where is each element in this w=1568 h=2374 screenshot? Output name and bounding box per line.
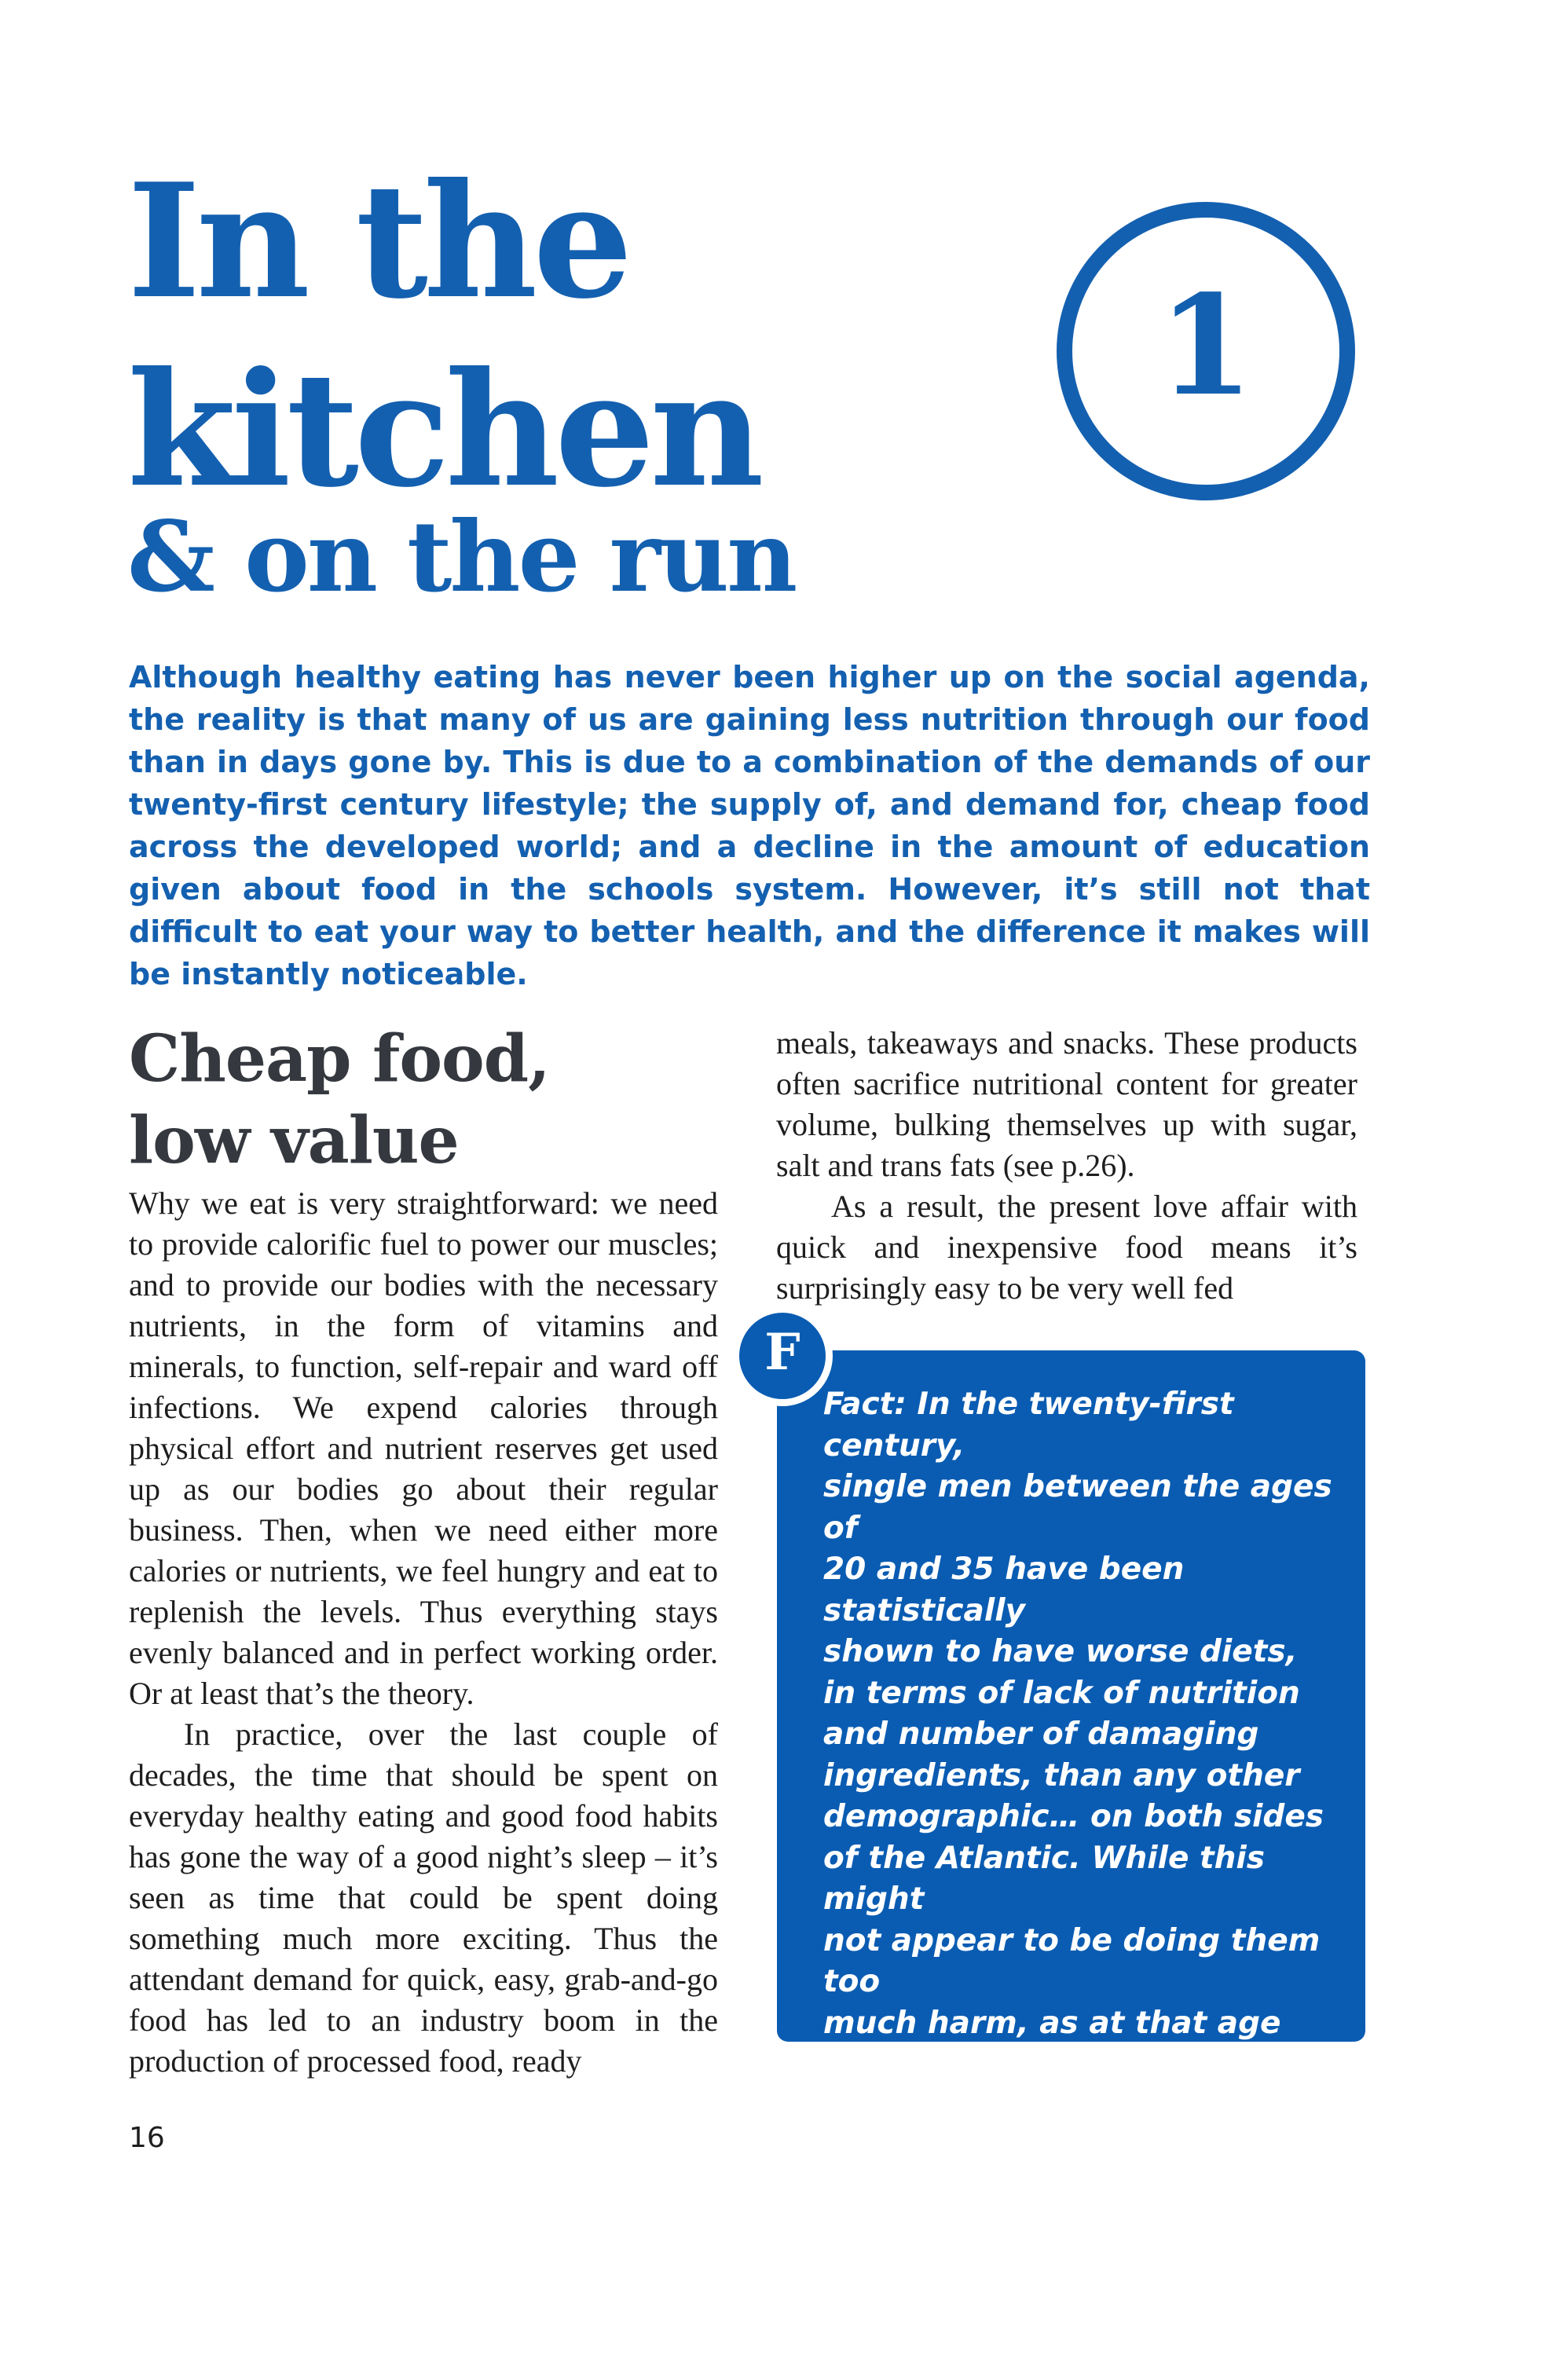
fact-badge-letter: F — [764, 1328, 800, 1378]
title-line-1: In the — [127, 157, 628, 326]
body-paragraph: Why we eat is very straightforward: we need to provide calorific fuel to power our muscles; and to provide our bodies with the necessary nutrients, in the form of vitamins and minerals, to function, self-repair and ward off infections. We expend calories through physical effort and nutrient reserves get used up as our bodies go about their regular business. Then, when we need either more calories or nutrients, we feel hungry and eat to replenish the levels. Thus everything stays evenly balanced and in perfect working order. Or at least that’s the theory. — [129, 1183, 718, 1714]
fact-line: demographic… on both sides — [823, 1797, 1342, 1838]
fact-line: habits are storing up trouble for — [823, 2251, 1342, 2333]
fact-line: single men between the ages of — [823, 1467, 1342, 1549]
body-paragraph: As a result, the present love affair with quick and inexpensive food means it’s surprisingly easy to be very well fed — [776, 1186, 1357, 1309]
fact-line: and number of damaging — [823, 1714, 1342, 1756]
fact-line: not appear to be doing them too — [823, 1921, 1342, 2003]
fact-line: later life. — [823, 2333, 1342, 2374]
section-title-line-1: Cheap food, — [129, 1020, 550, 1098]
left-column — [129, 1183, 718, 2082]
fact-line: efficient, the concern is that their — [823, 2168, 1342, 2251]
intro-paragraph: Although healthy eating has never been higher up on the social agenda, the reality is that many of us are gaining less nutrition through our food than in days gone by. This is due to a combination of the demands of our twenty-first century lifestyle; the supply of, and demand for, cheap food across the developed world; and a decline in the amount of education given about food in the schools system. However, it’s still not that difficult to eat your way to better health, and the difference it makes will be instantly noticeable. — [129, 656, 1370, 995]
title-line-3: & on the run — [127, 503, 795, 613]
fact-line: 20 and 35 have been statistically — [823, 1549, 1342, 1632]
fact-line: in terms of lack of nutrition — [823, 1673, 1342, 1715]
body-paragraph: In practice, over the last couple of decades, the time that should be spent on everyday healthy eating and good food habits has gone the way of a good night’s sleep – it’s seen as time that could be spent doing something much more exciting. Thus the attendant demand for quick, easy, grab-and-go food has led to an industry boom in the production of processed food, ready — [129, 1714, 718, 2082]
fact-line: shown to have worse diets, — [823, 1632, 1342, 1673]
page-number: 16 — [129, 2121, 165, 2156]
chapter-circle — [1057, 202, 1355, 500]
fact-line: much harm, as at that age the — [823, 2003, 1342, 2086]
body-paragraph: meals, takeaways and snacks. These products often sacrifice nutritional content for greater volume, bulking themselves up with sugar, salt and trans fats (see p.26). — [776, 1023, 1357, 1186]
fact-text — [823, 1384, 1342, 2374]
fact-line: ingredients, than any other — [823, 1756, 1342, 1797]
fact-badge-icon — [732, 1306, 833, 1406]
right-column — [776, 1023, 1357, 1309]
title-line-2: kitchen — [127, 346, 760, 515]
section-title-line-2: low value — [129, 1101, 459, 1180]
fact-line: of the Atlantic. While this might — [823, 1838, 1342, 1921]
chapter-number: 1 — [1158, 277, 1254, 415]
fact-line: Fact: In the twenty-first century, — [823, 1384, 1342, 1467]
fact-line: metabolism tends to be super — [823, 2086, 1342, 2168]
